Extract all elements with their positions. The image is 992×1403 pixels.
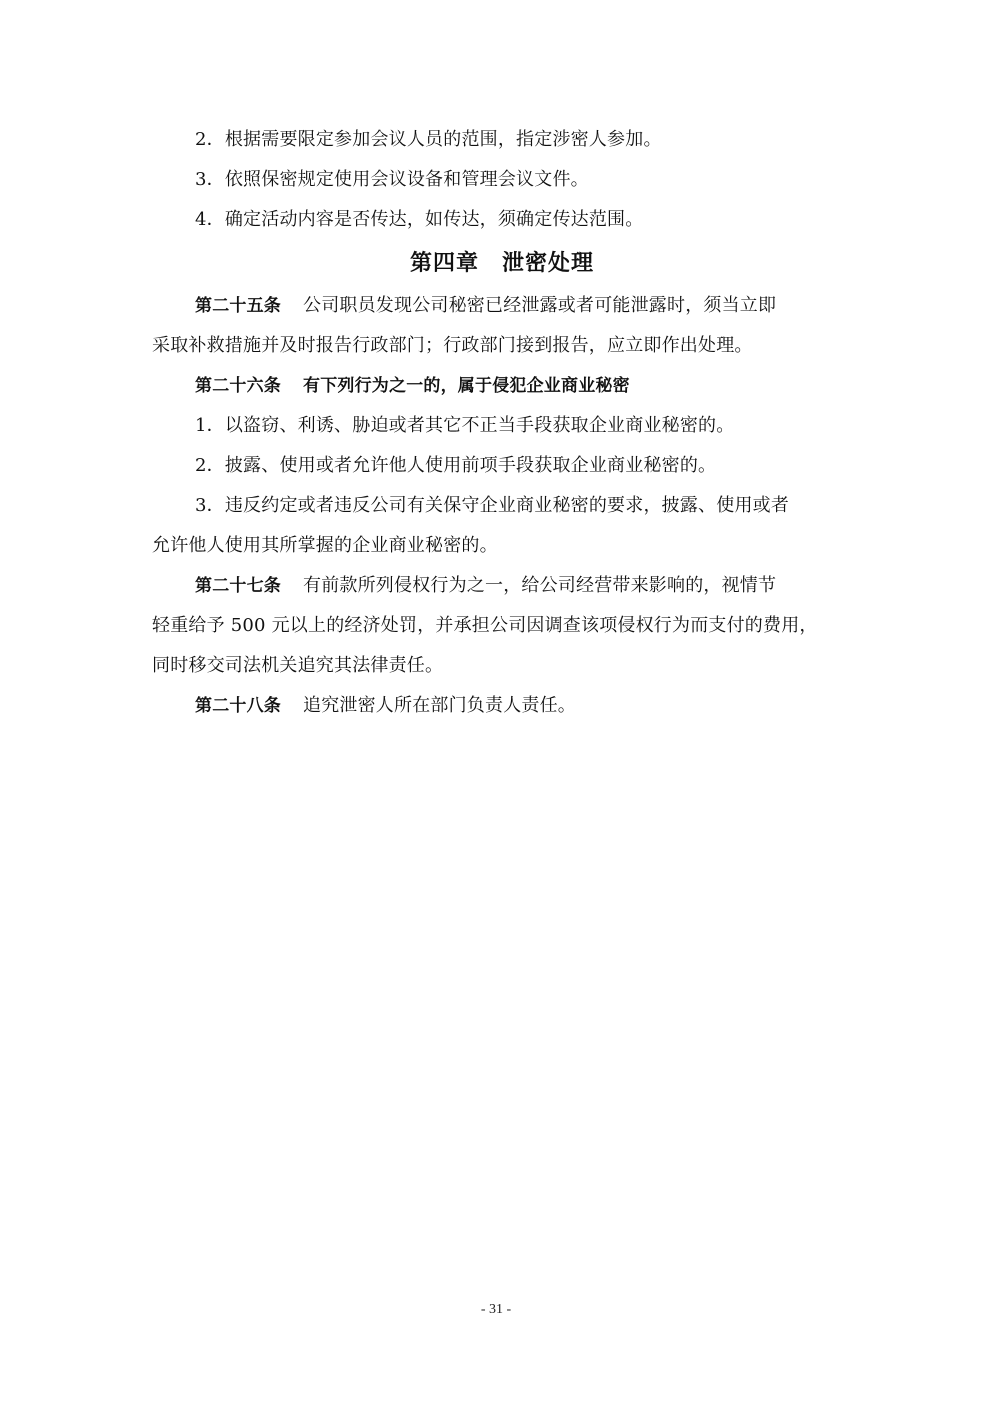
- article-27-text: 有前款所列侵权行为之一，给公司经营带来影响的，视情节: [303, 575, 777, 596]
- article-26-heading: [152, 366, 852, 406]
- chapter-heading: 第四章 泄密处理: [409, 251, 594, 276]
- article-26-item-3-line-1: 3．违反约定或者违反公司有关保守企业商业秘密的要求，披露、使用或者: [195, 495, 790, 516]
- article-26-number: 第二十六条: [195, 376, 281, 396]
- article-26-item-2: 2．披露、使用或者允许他人使用前项手段获取企业商业秘密的。: [195, 455, 717, 476]
- article-25-number: 第二十五条: [195, 296, 281, 316]
- article-26-title: 有下列行为之一的，属于侵犯企业商业秘密: [303, 376, 630, 396]
- article-25-text: 公司职员发现公司秘密已经泄露或者可能泄露时，须当立即: [303, 295, 777, 316]
- list-item-meeting-equipment: 3．依照保密规定使用会议设备和管理会议文件。: [195, 169, 589, 190]
- article-25-line-2: 采取补救措施并及时报告行政部门；行政部门接到报告，应立即作出处理。: [152, 335, 753, 356]
- article-27-line-1: [152, 566, 852, 606]
- article-26-item-3-line-2: 允许他人使用其所掌握的企业商业秘密的。: [152, 535, 498, 556]
- article-27-number: 第二十七条: [195, 576, 281, 596]
- page-number: - 31 -: [480, 1302, 512, 1317]
- article-28-text: 追究泄密人所在部门负责人责任。: [303, 695, 576, 716]
- list-item-meeting-scope: 2．根据需要限定参加会议人员的范围，指定涉密人参加。: [195, 129, 662, 150]
- article-27-line-3: 同时移交司法机关追究其法律责任。: [152, 655, 444, 676]
- article-27-line-2: 轻重给予 500 元以上的经济处罚，并承担公司因调查该项侵权行为而支付的费用，: [152, 615, 818, 636]
- page-content: [152, 120, 852, 726]
- article-28-line: [152, 686, 852, 726]
- article-28-number: 第二十八条: [195, 696, 281, 716]
- article-25-line-1: [152, 286, 852, 326]
- list-item-meeting-relay: 4．确定活动内容是否传达，如传达，须确定传达范围。: [195, 209, 644, 230]
- article-26-item-1: 1．以盗窃、利诱、胁迫或者其它不正当手段获取企业商业秘密的。: [195, 415, 735, 436]
